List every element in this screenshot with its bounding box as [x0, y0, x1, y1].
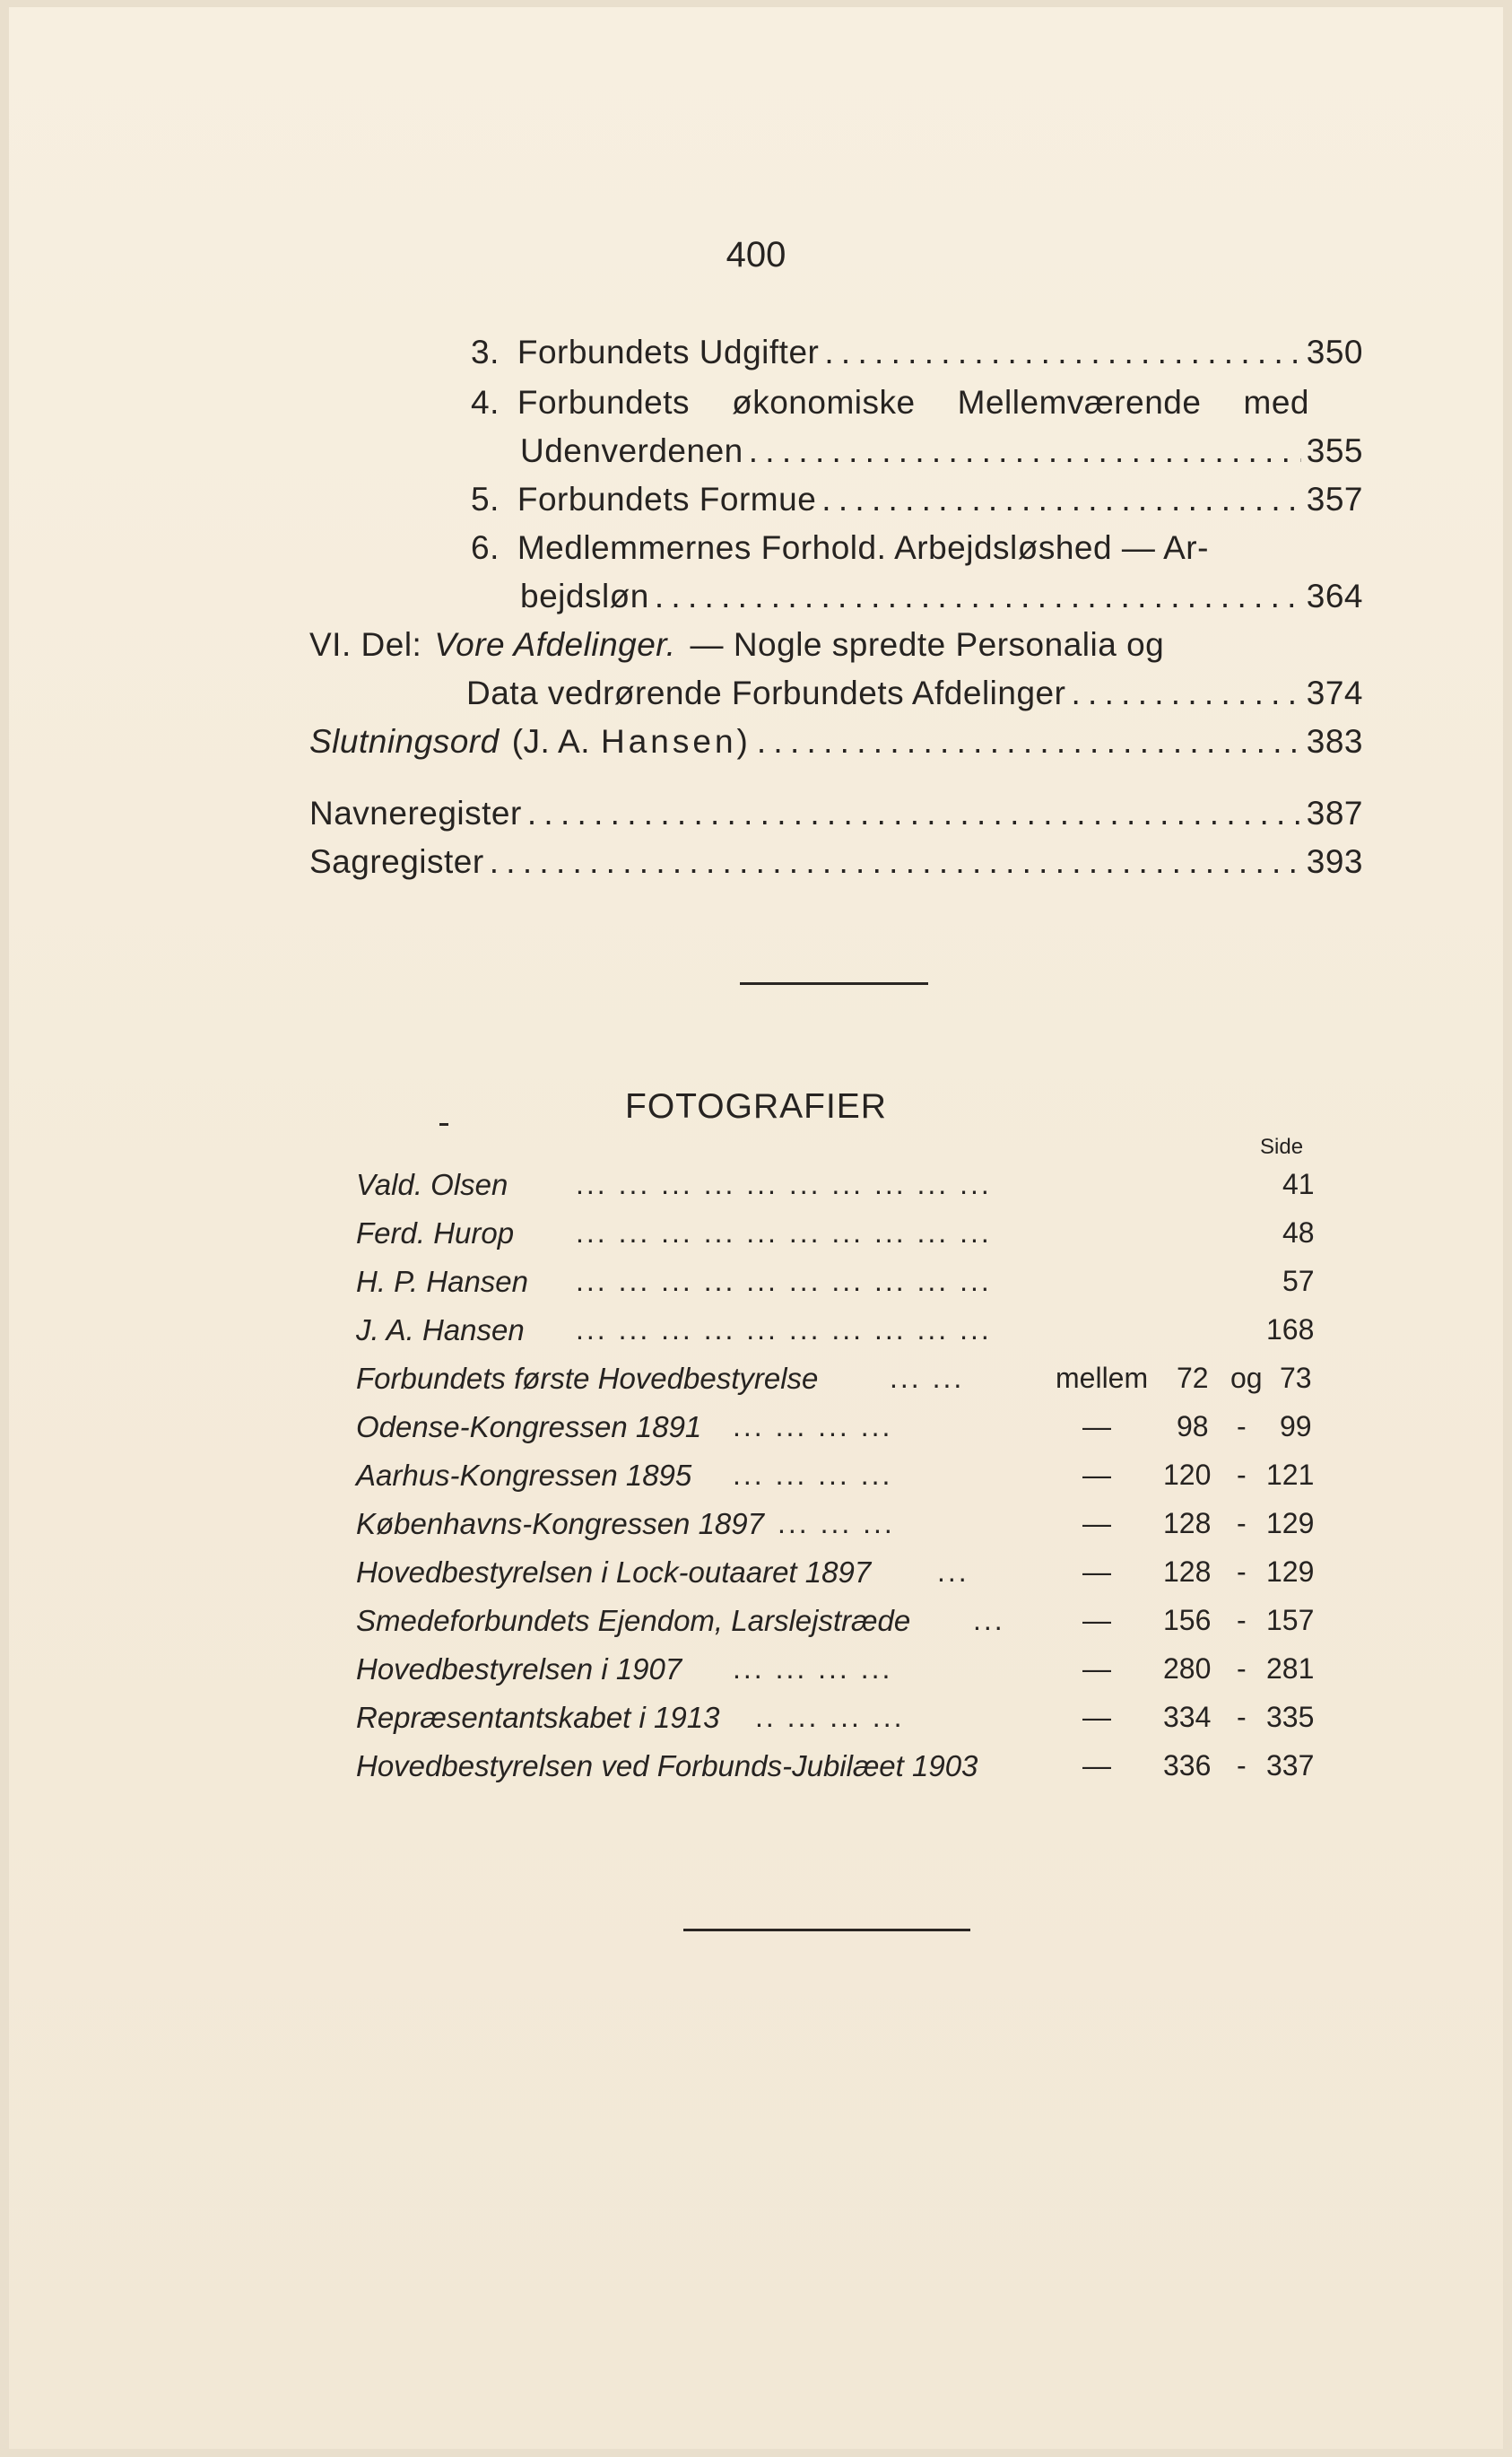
photo-name: Vald. Olsen	[356, 1168, 508, 1201]
toc-entry-title: — Nogle spredte Personalia og	[690, 626, 1165, 663]
toc-entry-prefix: 3.	[471, 334, 500, 370]
range-hyphen: -	[1237, 1749, 1247, 1782]
range-dash: —	[1082, 1507, 1111, 1539]
range-dash: —	[1082, 1459, 1111, 1491]
photo-dot-leader: ... ... ...	[778, 1507, 895, 1539]
toc-entry-title: Forbundets Formue	[517, 481, 817, 518]
toc-entry-part-vi	[309, 626, 1291, 664]
photo-name: Odense-Kongressen 1891	[356, 1410, 702, 1443]
photo-range-entry	[356, 1362, 1325, 1407]
photo-name: Ferd. Hurop	[356, 1216, 515, 1250]
range-dash: —	[1082, 1749, 1111, 1782]
toc-entry-page: 387	[1306, 795, 1363, 832]
range-hyphen: -	[1237, 1459, 1247, 1491]
range-hyphen: -	[1237, 1701, 1247, 1733]
section-divider	[740, 982, 928, 985]
photo-range-entry	[356, 1410, 1325, 1455]
toc-entry-title: Navneregister	[309, 795, 522, 832]
toc-dot-leader	[655, 578, 1301, 615]
toc-entry-4-cont	[520, 432, 1363, 470]
range-dash: —	[1082, 1410, 1111, 1442]
toc-entry-prefix: VI. Del:	[309, 626, 422, 663]
range-dash: —	[1082, 1652, 1111, 1685]
toc-entry-sagregister	[309, 843, 1363, 881]
photo-dot-leader: ...	[973, 1604, 1005, 1636]
photo-range-entry	[356, 1459, 1325, 1503]
photo-dot-leader: ... ... ... ... ... ... ... ... ... ...	[576, 1168, 992, 1200]
toc-entry-part-vi-cont	[466, 675, 1363, 712]
closing-divider	[683, 1929, 970, 1931]
range-from: 120	[1163, 1459, 1212, 1491]
range-from: 128	[1163, 1507, 1212, 1539]
toc-entry-prefix: 5.	[471, 481, 500, 518]
photo-range-entry	[356, 1701, 1325, 1746]
range-hyphen: -	[1237, 1652, 1247, 1685]
toc-entry-prefix: 6.	[471, 529, 500, 566]
photo-page: 41	[1282, 1168, 1315, 1200]
range-to: 73	[1280, 1362, 1312, 1394]
photo-dot-leader: ... ... ... ...	[733, 1459, 893, 1491]
toc-entry-4	[471, 384, 1309, 422]
photos-heading: FOTOGRAFIER	[625, 1087, 887, 1126]
toc-entry-5	[471, 481, 1363, 518]
photo-page: 57	[1282, 1265, 1315, 1297]
toc-entry-title-cont: Udenverdenen	[520, 432, 743, 469]
toc-entry-title-italic: Vore Afdelinger.	[434, 626, 676, 663]
range-dash: —	[1082, 1701, 1111, 1733]
toc-entry-title: Forbundets økonomiske Mellemværende med	[517, 384, 1309, 421]
range-from: 128	[1163, 1555, 1212, 1588]
range-to: 157	[1266, 1604, 1315, 1636]
toc-entry-page: 350	[1306, 334, 1363, 370]
range-from: 98	[1177, 1410, 1209, 1442]
range-from: 334	[1163, 1701, 1212, 1733]
toc-entry-6-cont	[520, 578, 1363, 615]
range-hyphen: -	[1237, 1410, 1247, 1442]
toc-dot-leader	[490, 843, 1301, 881]
toc-entry-page: 393	[1306, 843, 1363, 880]
side-column-label: Side	[1260, 1135, 1304, 1159]
photo-dot-leader: ... ... ... ...	[733, 1410, 893, 1442]
toc-dot-leader	[757, 723, 1301, 761]
toc-entry-title-spaced: Hansen)	[601, 723, 752, 760]
toc-dot-leader	[527, 795, 1301, 832]
toc-entry-page: 383	[1306, 723, 1363, 760]
toc-entry-title: Sagregister	[309, 843, 484, 880]
photo-name: J. A. Hansen	[356, 1313, 525, 1346]
photo-entry	[356, 1265, 1325, 1310]
range-dash: —	[1082, 1555, 1111, 1588]
photo-range-entry	[356, 1604, 1325, 1649]
photo-name: Smedeforbundets Ejendom, Larslejstræde	[356, 1604, 911, 1637]
toc-dot-leader	[824, 334, 1300, 371]
photo-range-entry	[356, 1507, 1325, 1552]
photo-name: Københavns-Kongressen 1897	[356, 1507, 764, 1540]
range-to: 99	[1280, 1410, 1312, 1442]
photo-entry	[356, 1313, 1325, 1358]
between-word: mellem	[1056, 1362, 1149, 1394]
photo-name: Repræsentantskabet i 1913	[356, 1701, 720, 1734]
photo-range-entry	[356, 1555, 1325, 1600]
toc-entry-page: 355	[1306, 432, 1363, 469]
toc-entry-title: Medlemmernes Forhold. Arbejdsløshed — Ar-	[517, 529, 1209, 566]
range-to: 121	[1266, 1459, 1315, 1491]
toc-entry-slutningsord	[309, 723, 1363, 761]
range-from: 156	[1163, 1604, 1212, 1636]
range-from: 72	[1177, 1362, 1209, 1394]
photo-dot-leader: .. ... ... ...	[755, 1701, 905, 1733]
toc-entry-6	[471, 529, 1291, 567]
range-to: 335	[1266, 1701, 1315, 1733]
photo-name: Forbundets første Hovedbestyrelse	[356, 1362, 819, 1395]
photo-dot-leader: ... ... ... ...	[733, 1652, 893, 1685]
photo-name: Hovedbestyrelsen ved Forbunds-Jubilæet 1903	[356, 1749, 978, 1782]
toc-entry-3	[471, 334, 1363, 371]
range-to: 129	[1266, 1507, 1315, 1539]
range-hyphen: -	[1237, 1604, 1247, 1636]
photo-entry	[356, 1216, 1325, 1261]
toc-entry-title: (J. A.	[511, 723, 590, 760]
toc-entry-page: 364	[1306, 578, 1363, 614]
toc-dot-leader	[749, 432, 1301, 470]
range-to: 337	[1266, 1749, 1315, 1782]
range-dash: —	[1082, 1604, 1111, 1636]
photo-range-entry	[356, 1749, 1325, 1794]
toc-entry-page: 374	[1306, 675, 1363, 711]
photo-dot-leader: ... ... ... ... ... ... ... ... ... ...	[576, 1265, 992, 1297]
range-hyphen: -	[1237, 1555, 1247, 1588]
toc-dot-leader	[821, 481, 1300, 518]
toc-entry-title-cont: Data vedrørende Forbundets Afdelinger	[466, 675, 1066, 711]
range-hyphen: -	[1237, 1507, 1247, 1539]
toc-entry-title: Forbundets Udgifter	[517, 334, 820, 370]
photo-name: Hovedbestyrelsen i Lock-outaaret 1897	[356, 1555, 872, 1589]
photo-page: 168	[1266, 1313, 1315, 1346]
toc-entry-prefix: 4.	[471, 384, 500, 421]
photo-dot-leader: ... ...	[890, 1362, 965, 1394]
toc-entry-title-italic: Slutningsord	[309, 723, 500, 760]
decorative-dash	[439, 1123, 448, 1126]
photo-range-entry	[356, 1652, 1325, 1697]
photo-entry	[356, 1168, 1325, 1213]
photo-name: Aarhus-Kongressen 1895	[356, 1459, 692, 1492]
photo-dot-leader: ... ... ... ... ... ... ... ... ... ...	[576, 1313, 992, 1346]
range-to: 129	[1266, 1555, 1315, 1588]
photo-name: H. P. Hansen	[356, 1265, 529, 1298]
toc-entry-page: 357	[1306, 481, 1363, 518]
photo-name: Hovedbestyrelsen i 1907	[356, 1652, 682, 1686]
toc-entry-navneregister	[309, 795, 1363, 832]
and-word: og	[1230, 1362, 1263, 1394]
toc-dot-leader	[1071, 675, 1300, 712]
range-to: 281	[1266, 1652, 1315, 1685]
range-from: 336	[1163, 1749, 1212, 1782]
toc-entry-title-cont: bejdsløn	[520, 578, 649, 614]
photo-dot-leader: ...	[937, 1555, 969, 1588]
photo-page: 48	[1282, 1216, 1315, 1249]
range-from: 280	[1163, 1652, 1212, 1685]
photo-dot-leader: ... ... ... ... ... ... ... ... ... ...	[576, 1216, 992, 1249]
page-number: 400	[726, 235, 786, 274]
